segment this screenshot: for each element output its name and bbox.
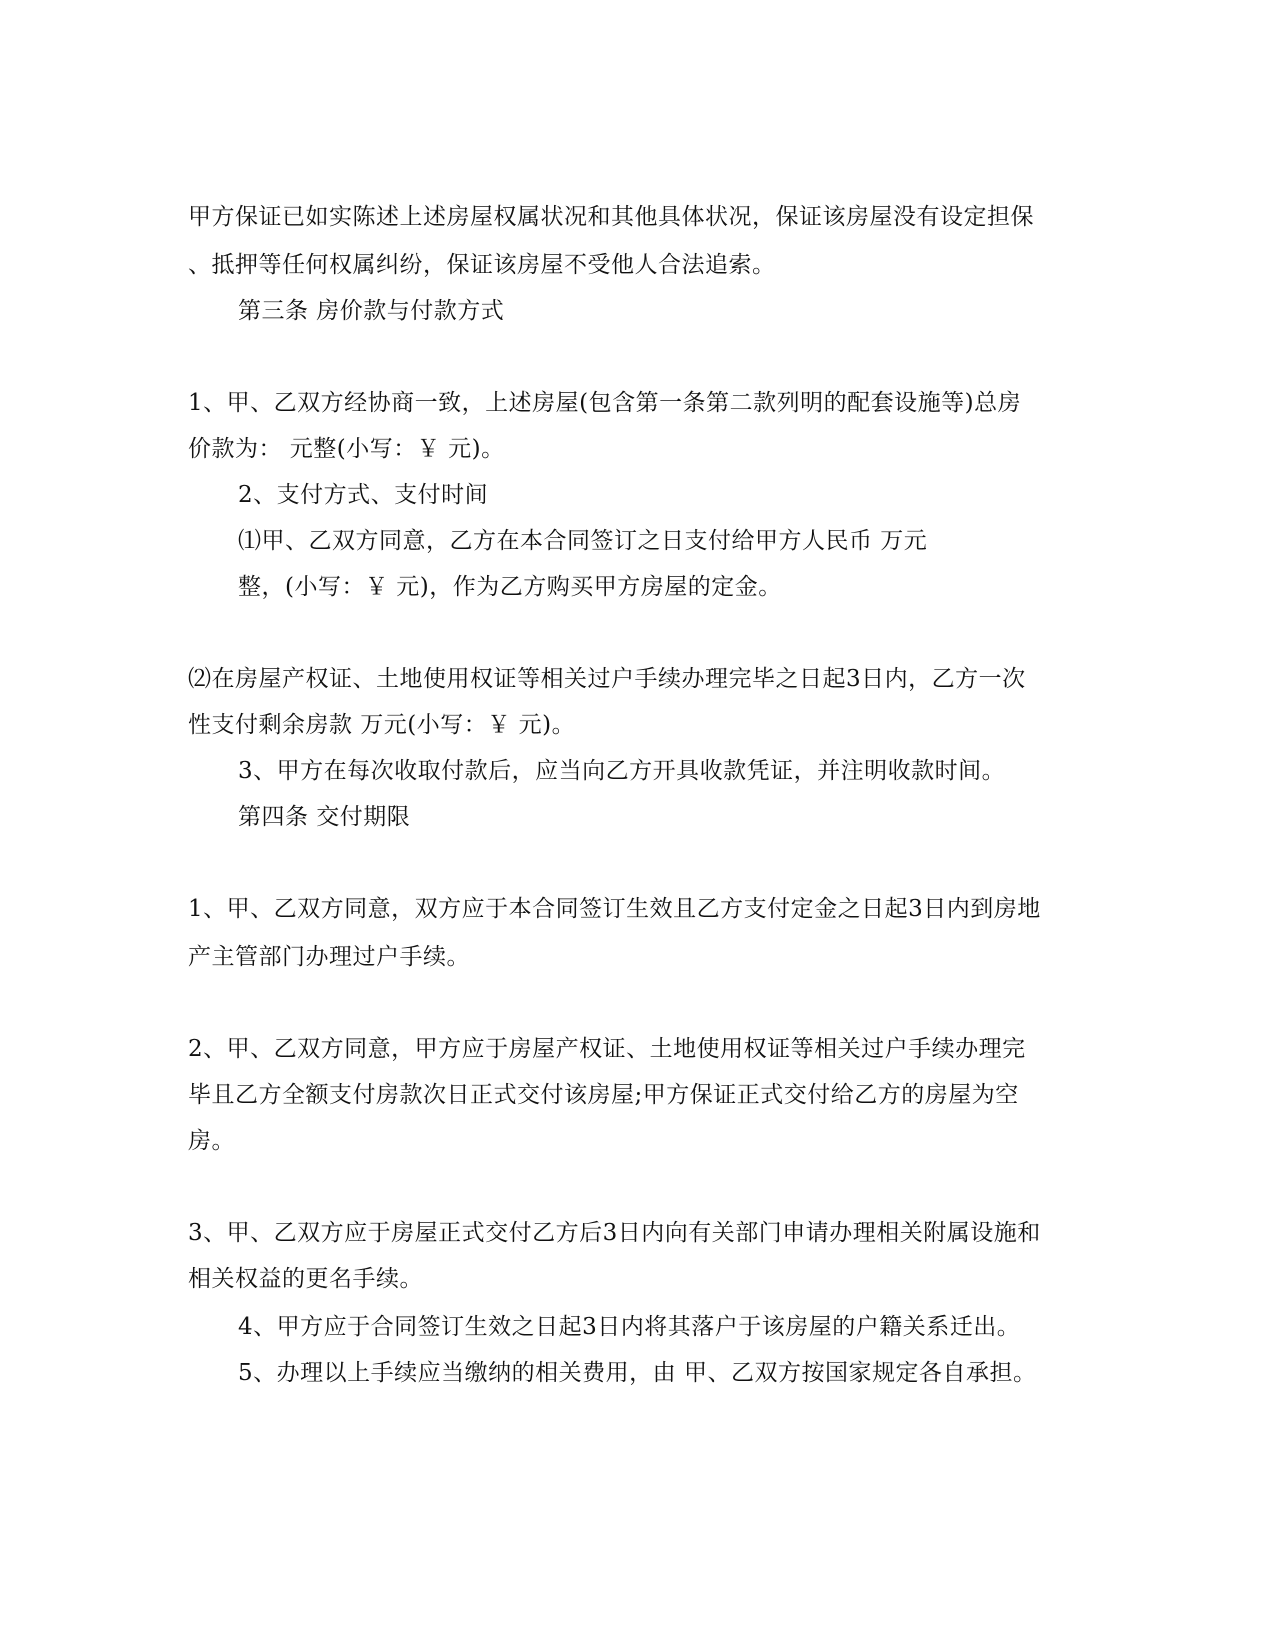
text-line: 价款为： 元整(小写：￥ 元)。: [188, 436, 505, 462]
text-line: 4、甲方应于合同签订生效之日起3日内将其落户于该房屋的户籍关系迁出。: [238, 1314, 1021, 1340]
article-heading: 第四条 交付期限: [238, 804, 411, 830]
text-line: 、抵押等任何权属纠纷，保证该房屋不受他人合法追索。: [188, 252, 776, 278]
text-line: ⑵在房屋产权证、土地使用权证等相关过户手续办理完毕之日起3日内，乙方一次: [188, 666, 1026, 692]
text-line: 性支付剩余房款 万元(小写：￥ 元)。: [188, 712, 576, 738]
text-line: 产主管部门办理过户手续。: [188, 944, 470, 970]
text-line: 1、甲、乙双方同意，双方应于本合同签订生效且乙方支付定金之日起3日内到房地: [188, 896, 1041, 922]
text-line: 整，(小写：￥ 元)，作为乙方购买甲方房屋的定金。: [238, 574, 782, 600]
text-line: 2、甲、乙双方同意，甲方应于房屋产权证、土地使用权证等相关过户手续办理完: [188, 1036, 1026, 1062]
text-line: 甲方保证已如实陈述上述房屋权属状况和其他具体状况，保证该房屋没有设定担保: [188, 204, 1034, 230]
text-line: 相关权益的更名手续。: [188, 1266, 423, 1292]
text-line: 毕且乙方全额支付房款次日正式交付该房屋;甲方保证正式交付给乙方的房屋为空: [188, 1082, 1019, 1108]
text-line: 2、支付方式、支付时间: [238, 482, 489, 508]
article-heading: 第三条 房价款与付款方式: [238, 298, 505, 324]
text-line: 3、甲、乙双方应于房屋正式交付乙方后3日内向有关部门申请办理相关附属设施和: [188, 1220, 1041, 1246]
text-line: 房。: [188, 1128, 235, 1154]
text-line: 5、办理以上手续应当缴纳的相关费用，由 甲、乙双方按国家规定各自承担。: [238, 1360, 1037, 1386]
text-line: 1、甲、乙双方经协商一致，上述房屋(包含第一条第二款列明的配套设施等)总房: [188, 390, 1022, 416]
text-line: 3、甲方在每次收取付款后，应当向乙方开具收款凭证，并注明收款时间。: [238, 758, 1006, 784]
text-line: ⑴甲、乙双方同意，乙方在本合同签订之日支付给甲方人民币 万元: [238, 528, 928, 554]
